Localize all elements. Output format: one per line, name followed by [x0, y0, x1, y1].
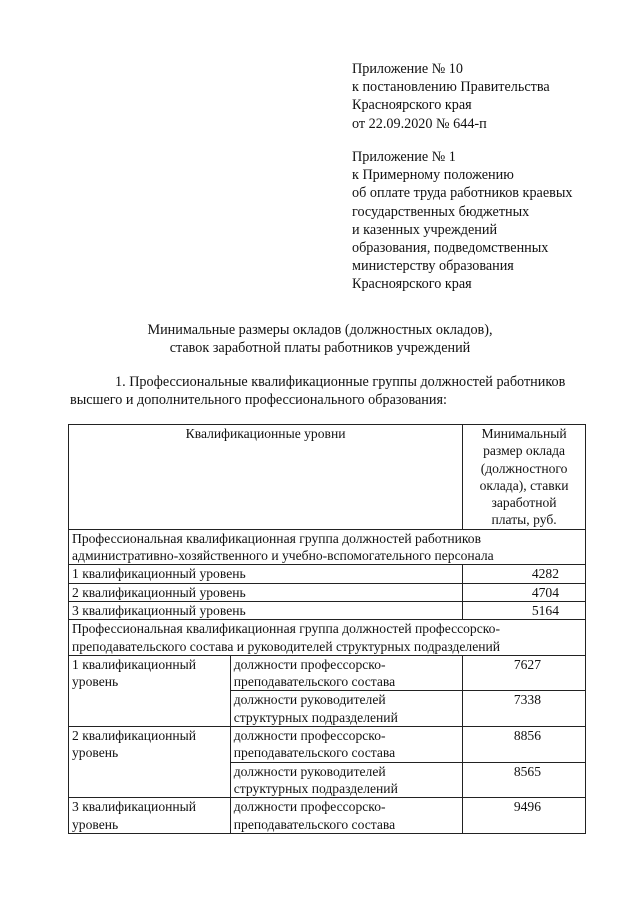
position-line: должности профессорско- [233, 656, 386, 672]
position-cell [230, 727, 462, 763]
level-line: уровень [72, 816, 119, 832]
position-line: должности руководителей [233, 763, 386, 779]
appendix-line: к Примерному положению [352, 167, 514, 184]
position-line: преподавательского состава [233, 745, 396, 761]
level-cell [69, 655, 231, 726]
group-title-line: Профессиональная квалификационная группа должностей профессорско- [72, 621, 501, 637]
appendix-line: Приложение № 1 [352, 149, 456, 165]
amount-cell: 7338 [463, 691, 586, 727]
group-title [69, 620, 586, 656]
table-row [69, 565, 586, 583]
amount-cell: 8565 [463, 762, 586, 798]
table-row [69, 655, 586, 691]
appendix-line: к постановлению Правительства [352, 79, 550, 96]
position-line: преподавательского состава [233, 816, 396, 832]
section-line-2: высшего и дополнительного профессионального образования: [70, 392, 447, 408]
amount-cell: 4282 [463, 565, 586, 583]
header-levels: Квалификационные уровни [69, 425, 463, 530]
document-title [0, 321, 640, 357]
section-line-1: 1. Профессиональные квалификационные группы должностей работников [115, 374, 566, 390]
appendix-line: Красноярского края [352, 276, 472, 293]
position-cell [230, 798, 462, 834]
position-line: должности профессорско- [233, 728, 386, 744]
level-cell [69, 727, 231, 798]
header-amount-line: Минимальный [481, 426, 567, 441]
level-cell [69, 798, 231, 834]
table-header-row [69, 425, 586, 530]
level-line: 2 квалификационный [72, 728, 197, 744]
position-line: структурных подразделений [233, 709, 398, 725]
amount-cell: 4704 [463, 583, 586, 601]
position-cell [230, 655, 462, 691]
header-amount-line: (должностного [480, 460, 568, 476]
level-line: уровень [72, 745, 119, 761]
level-cell: 2 квалификационный уровень [69, 583, 463, 601]
position-cell [230, 762, 462, 798]
appendix-line: от 22.09.2020 № 644-п [352, 115, 487, 132]
group-row [69, 620, 586, 656]
group-title-line: преподавательского состава и руководителей структурных подразделений [72, 638, 501, 654]
level-line: 3 квалификационный [72, 799, 197, 815]
header-amount-line: оклада), ставки [479, 477, 569, 493]
header-amount-line: заработной [491, 495, 557, 511]
table-row [69, 583, 586, 601]
level-cell: 1 квалификационный уровень [69, 565, 463, 583]
appendix-line: образования, подведомственных [352, 240, 549, 257]
level-line: уровень [72, 674, 119, 690]
position-cell [230, 691, 462, 727]
amount-cell: 7627 [463, 655, 586, 691]
appendix-line: государственных бюджетных [352, 203, 530, 220]
position-line: должности профессорско- [233, 799, 386, 815]
group-title-line: административно-хозяйственного и учебно-вспомогательного персонала [72, 548, 494, 564]
group-title [69, 529, 586, 565]
appendix-10-header [352, 60, 550, 133]
group-title-line: Профессиональная квалификационная группа должностей работников [72, 530, 482, 546]
group-row [69, 529, 586, 565]
section-heading [70, 373, 590, 409]
title-line-2: ставок заработной платы работников учреждений [169, 340, 471, 357]
title-line-1: Минимальные размеры окладов (должностных окладов), [147, 322, 493, 338]
table-row [69, 798, 586, 834]
header-amount [463, 425, 586, 530]
appendix-line: Красноярского края [352, 97, 472, 114]
appendix-line: и казенных учреждений [352, 221, 498, 238]
table-row [69, 727, 586, 763]
position-line: преподавательского состава [233, 674, 396, 690]
appendix-line: министерству образования [352, 258, 514, 275]
amount-cell: 8856 [463, 727, 586, 763]
salary-table [68, 424, 586, 834]
amount-cell: 5164 [463, 601, 586, 619]
appendix-line: Приложение № 10 [352, 61, 463, 77]
amount-cell: 9496 [463, 798, 586, 834]
table-row [69, 601, 586, 619]
position-line: должности руководителей [233, 692, 386, 708]
appendix-line: об оплате труда работников краевых [352, 185, 573, 202]
header-amount-line: размер оклада [483, 443, 566, 459]
level-cell: 3 квалификационный уровень [69, 601, 463, 619]
position-line: структурных подразделений [233, 780, 398, 796]
appendix-1-header [352, 148, 572, 294]
header-amount-line: платы, руб. [491, 512, 557, 528]
level-line: 1 квалификационный [72, 656, 197, 672]
